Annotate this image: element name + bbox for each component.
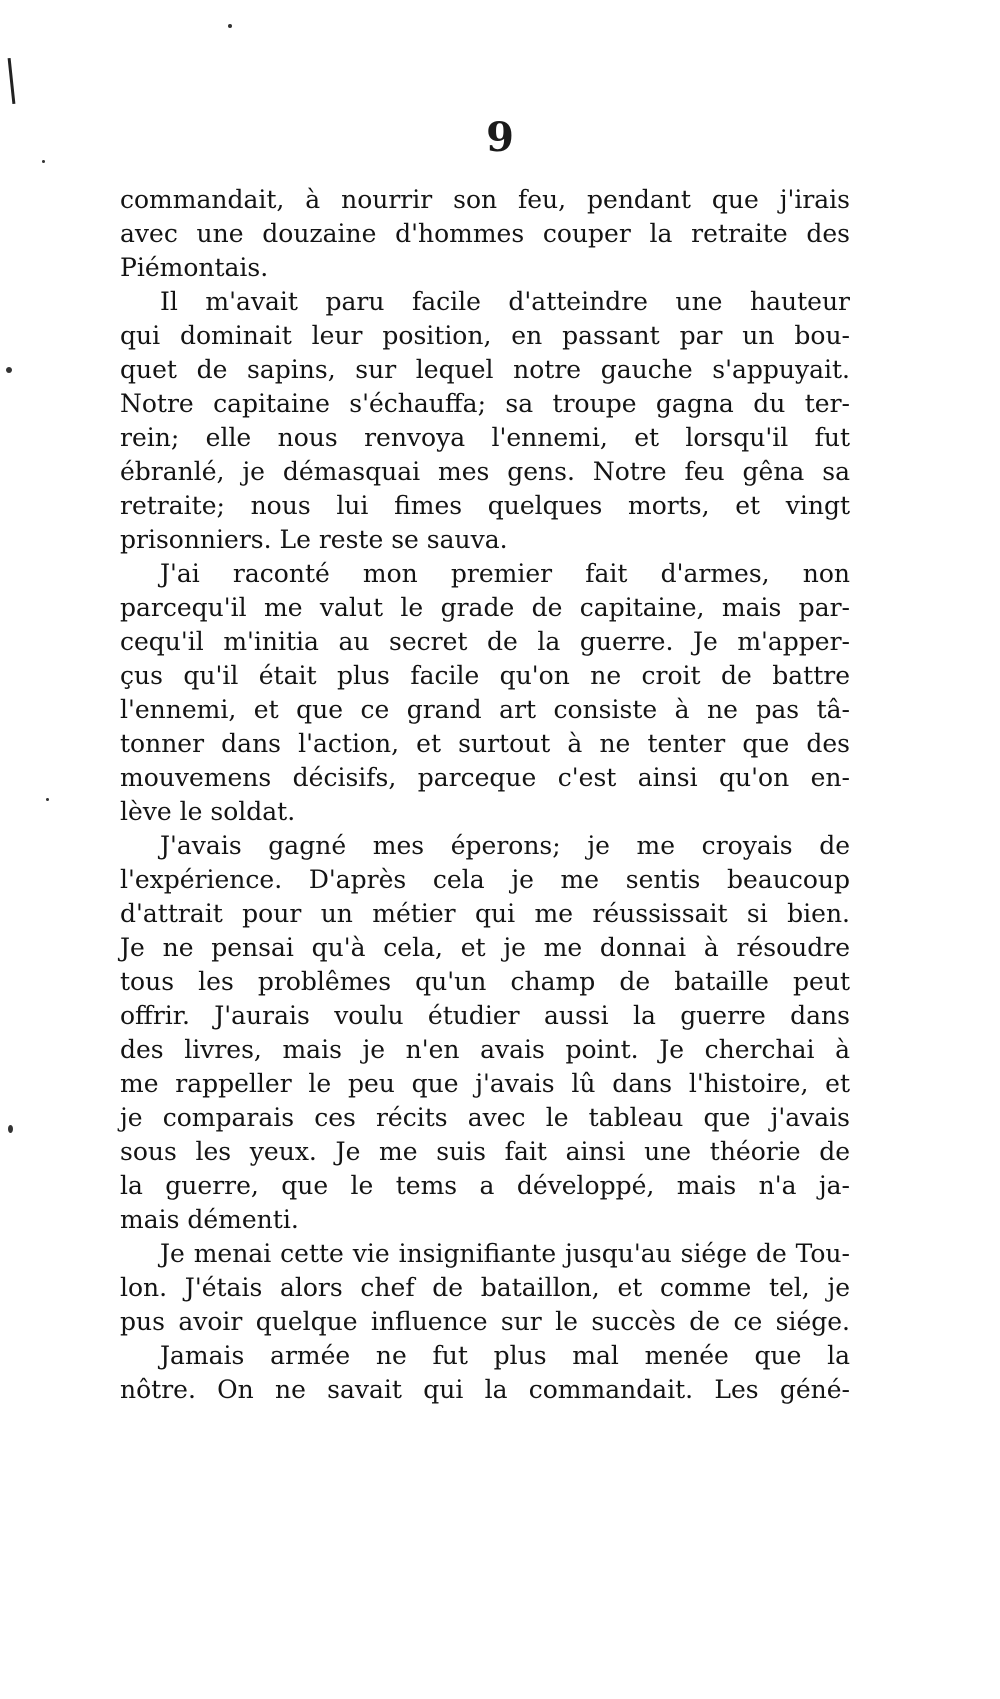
text-line: J'ai raconté mon premier fait d'armes, non <box>160 559 850 588</box>
text-line: l'expérience. D'après cela je me sentis beaucoup <box>120 865 850 894</box>
margin-speck <box>8 1125 13 1133</box>
text-line: commandait, à nourrir son feu, pendant que j'irais <box>120 185 850 214</box>
margin-speck <box>42 160 45 163</box>
text-line: me rappeller le peu que j'avais lû dans l'histoire, et <box>120 1069 850 1098</box>
text-line: tonner dans l'action, et surtout à ne tenter que des <box>120 729 850 758</box>
text-line: mouvemens décisifs, parceque c'est ainsi qu'on en- <box>120 763 850 792</box>
text-line: je comparais ces récits avec le tableau que j'avais <box>120 1103 850 1132</box>
text-line: Je menai cette vie insignifiante jusqu'au siége de Tou- <box>160 1239 850 1268</box>
text-line: des livres, mais je n'en avais point. Je cherchai à <box>120 1035 850 1064</box>
text-line: mais démenti. <box>120 1205 299 1234</box>
text-line: Il m'avait paru facile d'atteindre une hauteur <box>160 287 850 316</box>
text-line: quet de sapins, sur lequel notre gauche s'appuyait. <box>120 355 850 384</box>
text-line: sous les yeux. Je me suis fait ainsi une théorie de <box>120 1137 850 1166</box>
text-line: la guerre, que le tems a développé, mais n'a ja- <box>120 1171 850 1200</box>
text-line: parcequ'il me valut le grade de capitaine, mais par- <box>120 593 850 622</box>
page-number: 9 <box>486 114 514 161</box>
text-line: Je ne pensai qu'à cela, et je me donnai à résoudre <box>120 933 850 962</box>
margin-speck <box>46 798 49 801</box>
text-line: lon. J'étais alors chef de bataillon, et comme tel, je <box>120 1273 850 1302</box>
text-line: rein; elle nous renvoya l'ennemi, et lorsqu'il fut <box>120 423 850 452</box>
text-line: offrir. J'aurais voulu étudier aussi la guerre dans <box>120 1001 850 1030</box>
text-line: tous les problêmes qu'un champ de bataille peut <box>120 967 850 996</box>
text-line: l'ennemi, et que ce grand art consiste à ne pas tâ- <box>120 695 850 724</box>
margin-ink-stroke <box>8 58 16 104</box>
text-line: pus avoir quelque influence sur le succès de ce siége. <box>120 1307 850 1336</box>
text-line: Jamais armée ne fut plus mal menée que la <box>160 1341 850 1370</box>
text-line: J'avais gagné mes éperons; je me croyais de <box>160 831 850 860</box>
text-line: ébranlé, je démasquai mes gens. Notre feu gêna sa <box>120 457 850 486</box>
text-line: cequ'il m'initia au secret de la guerre. Je m'apper- <box>120 627 850 656</box>
text-line: Notre capitaine s'échauffa; sa troupe gagna du ter- <box>120 389 850 418</box>
body-text <box>120 183 850 1407</box>
margin-speck <box>6 367 12 373</box>
text-line: avec une douzaine d'hommes couper la retraite des <box>120 219 850 248</box>
text-line: çus qu'il était plus facile qu'on ne croit de battre <box>120 661 850 690</box>
text-line: qui dominait leur position, en passant par un bou- <box>120 321 850 350</box>
margin-speck <box>228 24 232 28</box>
text-line: nôtre. On ne savait qui la commandait. Les géné- <box>120 1375 850 1404</box>
text-line: retraite; nous lui fimes quelques morts, et vingt <box>120 491 850 520</box>
text-line: d'attrait pour un métier qui me réussissait si bien. <box>120 899 850 928</box>
text-line: lève le soldat. <box>120 797 296 826</box>
text-line: prisonniers. Le reste se sauva. <box>120 525 508 554</box>
text-line: Piémontais. <box>120 253 269 282</box>
